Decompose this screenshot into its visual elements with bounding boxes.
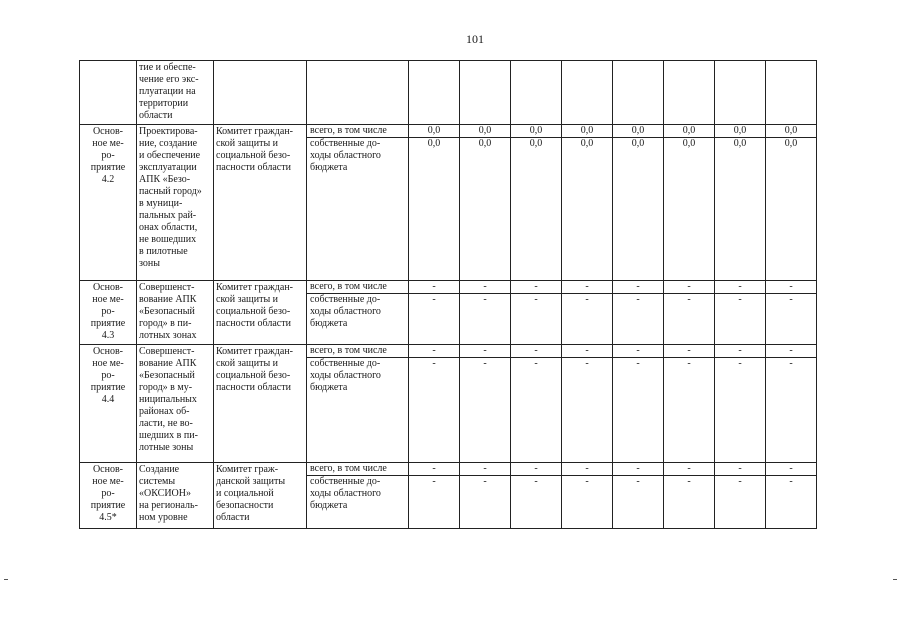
measure-name: Создание системы «ОКСИОН» на региональ- ном уровне [139, 464, 198, 523]
total-value: 0,0 [460, 125, 510, 138]
funding-own-label: собственные до- ходы областного бюджета [310, 294, 381, 329]
funding-own-label: собственные до- ходы областного бюджета [310, 138, 381, 173]
own-revenue-value: 0,0 [631, 138, 645, 149]
value-cell [460, 463, 511, 529]
total-value: - [562, 281, 612, 294]
margin-mark [4, 579, 8, 580]
total-value: - [511, 463, 561, 476]
value-cell [409, 463, 460, 529]
measure-name: тие и обеспе- чение его экс- плуатации на территории области [139, 62, 199, 121]
own-revenue-value: - [738, 294, 742, 305]
total-value: - [715, 463, 765, 476]
value-cell [613, 61, 664, 125]
table-row [80, 61, 817, 125]
measure-name: Совершенст- вование АПК «Безопасный город» в му- ниципальных районах об- ласти, не во- шедших в пи- лотные зоны [139, 346, 198, 453]
table-cell [307, 125, 409, 281]
value-cell [562, 125, 613, 281]
table-cell [80, 125, 137, 281]
value-cell [562, 463, 613, 529]
total-value: - [511, 281, 561, 294]
value-cell [460, 125, 511, 281]
own-revenue-value: - [687, 476, 691, 487]
table-cell [307, 345, 409, 463]
total-value: - [664, 463, 714, 476]
value-cell [664, 125, 715, 281]
value-cell [409, 125, 460, 281]
total-value: - [664, 281, 714, 294]
total-value: - [715, 281, 765, 294]
value-cell [715, 125, 766, 281]
own-revenue-value: - [789, 358, 793, 369]
own-revenue-value: - [534, 476, 538, 487]
measure-code: Основ- ное ме- ро- приятие 4.3 [90, 282, 126, 341]
own-revenue-value: - [636, 476, 640, 487]
value-cell [562, 281, 613, 345]
own-revenue-value: 0,0 [478, 138, 492, 149]
measure-name: Проектирова- ние, создание и обеспечение эксплуатации АПК «Безо- пасный город» в муници- пальных рай- онах области, не вошедших в пилотные зоны [139, 126, 202, 269]
own-revenue-value: 0,0 [580, 138, 594, 149]
value-cell [511, 463, 562, 529]
value-cell [715, 61, 766, 125]
value-cell [511, 345, 562, 463]
executor-name: Комитет граждан- ской защиты и социальной безо- пасности области [216, 126, 293, 173]
value-cell [460, 281, 511, 345]
total-value: - [613, 345, 663, 358]
value-cell [460, 61, 511, 125]
own-revenue-value: - [483, 358, 487, 369]
own-revenue-value: - [432, 294, 436, 305]
own-revenue-value: 0,0 [733, 138, 747, 149]
value-cell [715, 345, 766, 463]
page-number: 101 [466, 32, 484, 46]
funding-total-label: всего, в том числе [307, 125, 408, 138]
measure-code: Основ- ное ме- ро- приятие 4.4 [90, 346, 126, 405]
total-value: - [409, 463, 459, 476]
own-revenue-value: - [483, 294, 487, 305]
own-revenue-value: - [738, 358, 742, 369]
table-cell [137, 125, 214, 281]
value-cell [613, 281, 664, 345]
own-revenue-value: - [432, 358, 436, 369]
budget-table [79, 60, 817, 529]
measure-code: Основ- ное ме- ро- приятие 4.5* [90, 464, 126, 523]
measure-name: Совершенст- вование АПК «Безопасный город» в пи- лотных зонах [139, 282, 197, 341]
executor-name: Комитет граждан- ской защиты и социальной безо- пасности области [216, 282, 293, 329]
own-revenue-value: 0,0 [682, 138, 696, 149]
total-value: - [562, 345, 612, 358]
total-value: 0,0 [409, 125, 459, 138]
own-revenue-value: 0,0 [427, 138, 441, 149]
total-value: 0,0 [613, 125, 663, 138]
own-revenue-value: - [636, 294, 640, 305]
total-value: 0,0 [562, 125, 612, 138]
executor-name: Комитет граждан- ской защиты и социальной безо- пасности области [216, 346, 293, 393]
total-value: - [766, 281, 816, 294]
value-cell [766, 281, 817, 345]
value-cell [409, 345, 460, 463]
table-cell [137, 345, 214, 463]
table-cell [137, 61, 214, 125]
total-value: - [409, 281, 459, 294]
total-value: 0,0 [664, 125, 714, 138]
table-row [80, 345, 817, 463]
own-revenue-value: - [738, 476, 742, 487]
margin-mark [893, 579, 897, 580]
own-revenue-value: - [534, 358, 538, 369]
total-value: 0,0 [766, 125, 816, 138]
table-cell [214, 61, 307, 125]
table-row [80, 281, 817, 345]
value-cell [613, 125, 664, 281]
value-cell [409, 281, 460, 345]
funding-own-label: собственные до- ходы областного бюджета [310, 358, 381, 393]
own-revenue-value: - [687, 294, 691, 305]
funding-total-label: всего, в том числе [307, 463, 408, 476]
value-cell [715, 463, 766, 529]
total-value: - [460, 281, 510, 294]
total-value: - [511, 345, 561, 358]
table-cell [214, 281, 307, 345]
value-cell [613, 345, 664, 463]
table-cell [80, 463, 137, 529]
table-cell [80, 345, 137, 463]
own-revenue-value: - [585, 358, 589, 369]
table-cell [214, 125, 307, 281]
own-revenue-value: - [432, 476, 436, 487]
total-value: 0,0 [511, 125, 561, 138]
own-revenue-value: - [483, 476, 487, 487]
funding-total-label: всего, в том числе [307, 281, 408, 294]
value-cell [766, 61, 817, 125]
own-revenue-value: - [585, 476, 589, 487]
funding-own-label: собственные до- ходы областного бюджета [310, 476, 381, 511]
funding-total-label: всего, в том числе [307, 345, 408, 358]
total-value: - [562, 463, 612, 476]
table-cell [307, 281, 409, 345]
value-cell [766, 345, 817, 463]
table-cell [137, 281, 214, 345]
value-cell [409, 61, 460, 125]
total-value: - [664, 345, 714, 358]
value-cell [664, 345, 715, 463]
value-cell [715, 281, 766, 345]
total-value: - [460, 345, 510, 358]
table-cell [214, 463, 307, 529]
total-value: - [613, 463, 663, 476]
table-cell [307, 463, 409, 529]
own-revenue-value: - [789, 294, 793, 305]
value-cell [664, 61, 715, 125]
value-cell [664, 463, 715, 529]
own-revenue-value: - [636, 358, 640, 369]
total-value: - [715, 345, 765, 358]
total-value: - [766, 463, 816, 476]
own-revenue-value: - [534, 294, 538, 305]
value-cell [511, 61, 562, 125]
table-cell [137, 463, 214, 529]
value-cell [562, 61, 613, 125]
value-cell [766, 125, 817, 281]
measure-code: Основ- ное ме- ро- приятие 4.2 [90, 126, 126, 185]
table-row [80, 463, 817, 529]
table-row [80, 125, 817, 281]
table-cell [307, 61, 409, 125]
value-cell [766, 463, 817, 529]
table-cell [214, 345, 307, 463]
value-cell [664, 281, 715, 345]
own-revenue-value: - [789, 476, 793, 487]
table-cell [80, 281, 137, 345]
total-value: - [409, 345, 459, 358]
value-cell [613, 463, 664, 529]
value-cell [562, 345, 613, 463]
total-value: - [460, 463, 510, 476]
total-value: 0,0 [715, 125, 765, 138]
value-cell [511, 281, 562, 345]
value-cell [511, 125, 562, 281]
executor-name: Комитет граж- данской защиты и социальной безопасности области [216, 464, 286, 523]
table-cell [80, 61, 137, 125]
own-revenue-value: - [585, 294, 589, 305]
total-value: - [613, 281, 663, 294]
own-revenue-value: 0,0 [784, 138, 798, 149]
value-cell [460, 345, 511, 463]
own-revenue-value: 0,0 [529, 138, 543, 149]
own-revenue-value: - [687, 358, 691, 369]
total-value: - [766, 345, 816, 358]
